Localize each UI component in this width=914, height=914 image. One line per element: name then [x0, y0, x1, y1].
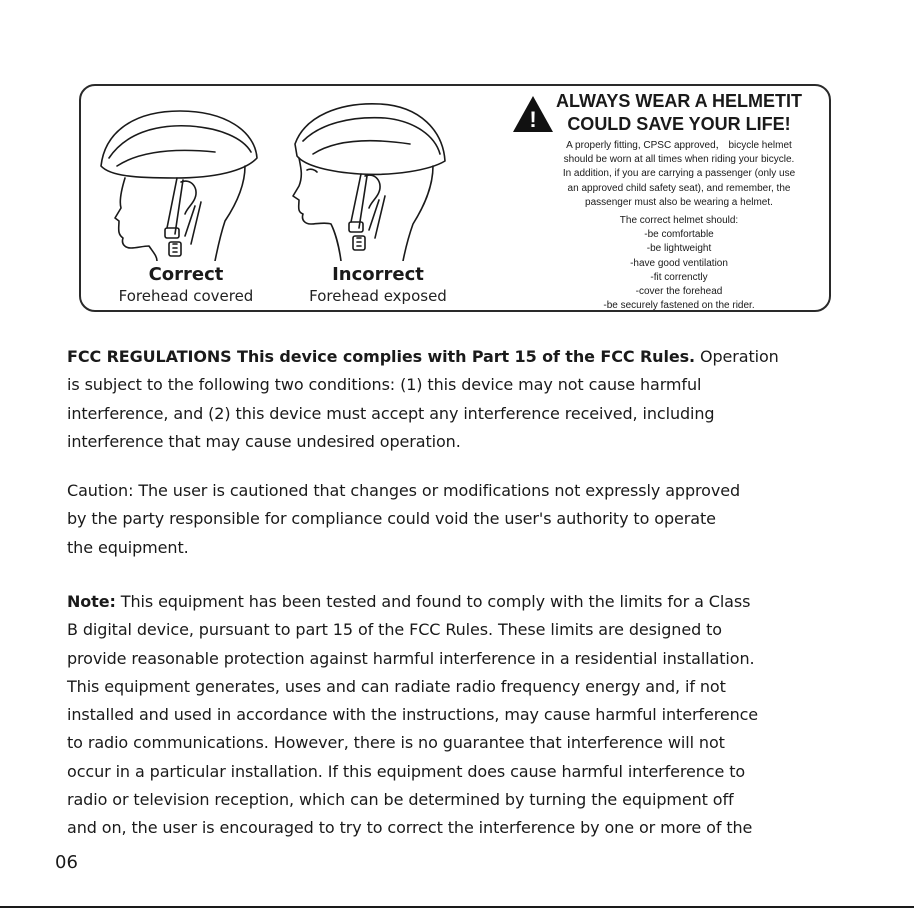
warning-title-line-1: ALWAYS WEAR A HELMETIT: [555, 91, 802, 111]
helmet-safety-panel: [79, 84, 831, 312]
caution-line: the equipment.: [67, 537, 189, 557]
note-paragraph: [67, 588, 887, 843]
caution-line: by the party responsible for compliance could void the user's authority to operate: [67, 509, 716, 529]
fcc-line: interference that may cause undesired operation.: [67, 431, 461, 451]
note-line: installed and used in accordance with the instructions, may cause harmful interference: [67, 705, 759, 725]
warning-title: [549, 90, 809, 136]
helmet-list-item: -be comfortable: [644, 229, 714, 241]
incorrect-title: Incorrect: [332, 264, 424, 285]
caution-line: Caution: The user is cautioned that changes or modifications not expressly approved: [67, 481, 740, 500]
fcc-regulations-paragraph: [67, 343, 887, 456]
caution-paragraph: [67, 477, 887, 562]
helmet-list-item: -be securely fastened on the rider.: [603, 300, 755, 312]
note-line: provide reasonable protection against harmful interference in a residential installation.: [67, 648, 755, 668]
warning-body-line: In addition, if you are carrying a passenger (only use: [562, 168, 796, 180]
correct-title: Correct: [148, 264, 224, 285]
warning-exclamation-mark: !: [529, 107, 537, 132]
helmet-list-item: -fit correnctly: [650, 271, 708, 283]
fcc-line: [67, 343, 887, 371]
incorrect-helmet-illustration: [285, 96, 455, 261]
fcc-line: interference, and (2) this device must accept any interference received, including: [67, 403, 715, 423]
note-label: Note:: [67, 592, 116, 611]
note-line: B digital device, pursuant to part 15 of the FCC Rules. These limits are designed to: [67, 620, 722, 640]
warning-body: [529, 139, 829, 313]
helmet-list-item: -be lightweight: [646, 243, 712, 255]
correct-helmet-illustration: [95, 96, 277, 261]
correct-subtitle: Forehead covered: [118, 287, 254, 305]
warning-body-line: should be worn at all times when riding your bicycle.: [563, 154, 795, 166]
note-line: occur in a particular installation. If this equipment does cause harmful interference to: [67, 761, 746, 781]
fcc-line-1-rest: Operation: [695, 347, 779, 366]
fcc-bold-lead: FCC REGULATIONS This device complies with Part 15 of the FCC Rules.: [67, 347, 696, 366]
incorrect-helmet-figure: [285, 96, 455, 308]
helmet-list-item: -cover the forehead: [635, 286, 723, 298]
warning-body-line: passenger must also be wearing a helmet.: [585, 196, 773, 208]
warning-body-line: A properly fitting, CPSC approved， bicycle helmet: [566, 140, 792, 151]
note-line: [67, 588, 887, 616]
warning-body-line: an approved child safety seat), and remember, the: [567, 182, 791, 194]
page-number: 06: [55, 852, 78, 873]
incorrect-subtitle: Forehead exposed: [309, 287, 447, 305]
bottom-divider: [0, 906, 914, 908]
note-line: This equipment generates, uses and can radiate radio frequency energy and, if not: [67, 676, 726, 696]
warning-title-line-2: COULD SAVE YOUR LIFE!: [567, 114, 791, 134]
correct-helmet-figure: [95, 96, 277, 308]
note-line-1-rest: This equipment has been tested and found to comply with the limits for a Class: [115, 592, 751, 611]
fcc-line: is subject to the following two conditions: (1) this device may not cause harmful: [67, 375, 702, 395]
note-line: and on, the user is encouraged to try to correct the interference by one or more of the: [67, 818, 753, 838]
helmet-list-item: -have good ventilation: [630, 257, 728, 269]
note-line: radio or television reception, which can be determined by turning the equipment off: [67, 790, 734, 810]
note-line: to radio communications. However, there is no guarantee that interference will not: [67, 733, 725, 753]
helmet-list-heading: The correct helmet should:: [619, 215, 739, 227]
